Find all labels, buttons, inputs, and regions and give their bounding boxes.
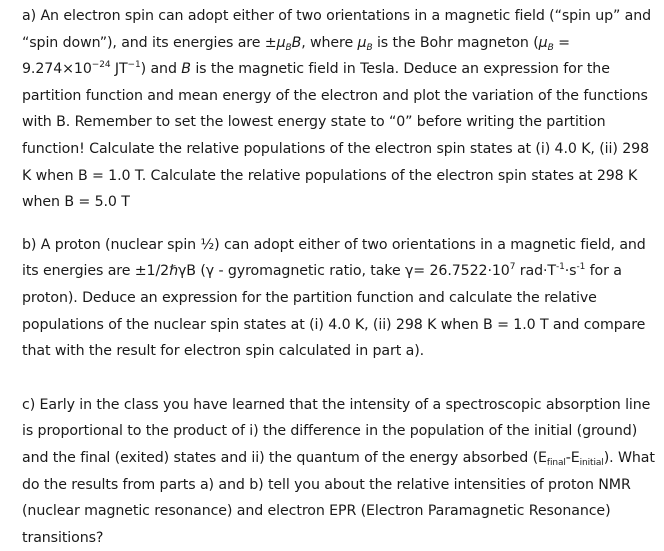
exponent: −1 [127,60,141,71]
subscript: initial [579,457,604,468]
part-c-text-2: -E [565,449,580,466]
part-a-text-1: a) An electron spin can adopt either of two orientations in a magnetic field (“spin up” and “spin down”), and its energies are ± [22,8,652,51]
paragraph-part-c [22,392,658,551]
part-c-text-3: ). What do the results from parts a) and b) tell you about the relative intensities of proton NMR (nuclear magnetic resonance) and electron EPR (Electron Paramagnetic Resonance) transitions? [22,449,655,546]
exponent: −24 [91,60,111,71]
exponent: -1 [576,262,586,273]
part-a-text-6: ) and [140,61,182,78]
part-b-text-3: ·s [564,263,577,280]
part-a-text-5: JT [110,61,128,78]
part-a-text-4: = 9.274×10 [22,34,570,78]
part-a-text-7: is the magnetic field in Tesla. Deduce an expression for the partition function and mean energy of the electron and plot the variation of the functions with B. Remember to set the lowest energy state to “0” before writing the partition function! Calculate the relative populations of the electron spin states at (i) 4.0 K, (ii) 298 K when B = 1.0 T. Calculate the relative populations of the electron spin states at 298 K when B = 5.0 T [22,61,649,211]
part-a-text-3: is the Bohr magneton ( [372,34,539,51]
bohr-magneton-symbol: $\mu_B$ [357,34,373,53]
field-symbol: B [181,61,191,78]
part-b-text-1: b) A proton (nuclear spin ½) can adopt either of two orientations in a magnetic field, and its energies are ±1/2ℏγB (γ - gyromagnetic ratio, take γ= 26.7522·10 [22,236,646,280]
bohr-magneton-symbol: $\mu_BB$ [276,34,302,53]
bohr-magneton-symbol: $\mu_B$ [538,34,554,53]
subscript: final [546,457,566,468]
part-a-text-2: , where [301,34,358,51]
exponent: 7 [509,262,516,273]
part-b-text-2: rad·T [515,263,556,280]
exponent: -1 [555,262,565,273]
document-body [22,0,658,551]
part-b-text-4: for a proton). Deduce an expression for the partition function and calculate the relative populations of the nuclear spin states at (i) 4.0 K, (ii) 298 K when B = 1.0 T and compare that with the result for electron spin calculated in part a). [22,263,646,360]
paragraph-part-b [22,232,658,365]
part-c-text-1: c) Early in the class you have learned that the intensity of a spectroscopic absorption line is proportional to the product of i) the difference in the population of the initial (ground) and the final (exited) states and ii) the quantum of the energy absorbed (E [22,396,651,466]
paragraph-part-a [22,0,658,216]
